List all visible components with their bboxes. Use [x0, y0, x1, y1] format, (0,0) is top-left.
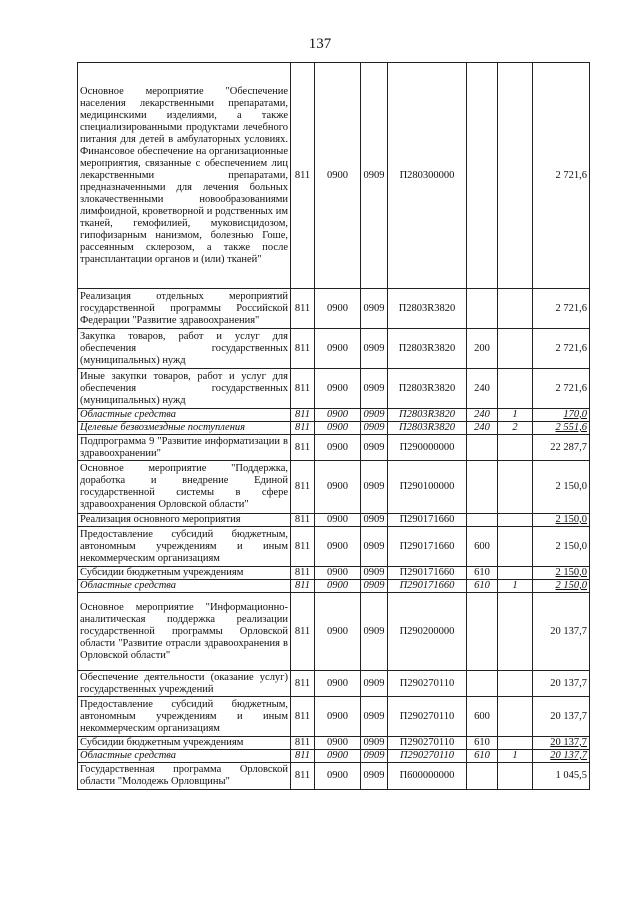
subsection-code-cell: 0909	[361, 593, 388, 671]
amount-cell: 20 137,7	[533, 750, 590, 763]
target-article-code-cell: П290171660	[388, 580, 467, 593]
target-article-code-cell: П280300000	[388, 63, 467, 289]
row-name-cell: Основное мероприятие "Поддержка, доработка и внедрение Единой государственной системы в сфере здравоохранения Орловской области"	[78, 461, 291, 514]
subsection-code-cell: 0909	[361, 763, 388, 790]
section-code-cell: 0900	[315, 422, 361, 435]
section-code-cell: 0900	[315, 527, 361, 567]
ministry-code-cell: 811	[291, 422, 315, 435]
expense-type-code-cell	[467, 63, 498, 289]
subsection-code-cell: 0909	[361, 329, 388, 369]
table-row	[78, 593, 590, 671]
ministry-code-cell: 811	[291, 409, 315, 422]
expense-type-code-cell	[467, 435, 498, 461]
subsection-code-cell: 0909	[361, 750, 388, 763]
expense-type-code-cell: 240	[467, 422, 498, 435]
table-row	[78, 422, 590, 435]
subsection-code-cell: 0909	[361, 527, 388, 567]
section-code-cell: 0900	[315, 409, 361, 422]
amount-cell: 170,0	[533, 409, 590, 422]
ministry-code-cell: 811	[291, 461, 315, 514]
subsection-code-cell: 0909	[361, 671, 388, 697]
funding-source-code-cell	[498, 763, 533, 790]
table-row	[78, 329, 590, 369]
table-row	[78, 763, 590, 790]
row-name-cell: Субсидии бюджетным учреждениям	[78, 567, 291, 580]
ministry-code-cell: 811	[291, 580, 315, 593]
amount-cell: 2 721,6	[533, 289, 590, 329]
funding-source-code-cell	[498, 567, 533, 580]
section-code-cell: 0900	[315, 567, 361, 580]
subsection-code-cell: 0909	[361, 63, 388, 289]
section-code-cell: 0900	[315, 435, 361, 461]
ministry-code-cell: 811	[291, 527, 315, 567]
funding-source-code-cell	[498, 593, 533, 671]
expense-type-code-cell: 200	[467, 329, 498, 369]
target-article-code-cell: П2803R3820	[388, 422, 467, 435]
amount-cell: 2 721,6	[533, 369, 590, 409]
row-name-cell: Целевые безвозмездные поступления	[78, 422, 291, 435]
budget-table	[77, 62, 590, 790]
target-article-code-cell: П600000000	[388, 763, 467, 790]
row-name-cell: Субсидии бюджетным учреждениям	[78, 737, 291, 750]
table-row	[78, 737, 590, 750]
expense-type-code-cell: 610	[467, 567, 498, 580]
subsection-code-cell: 0909	[361, 461, 388, 514]
table-row	[78, 63, 590, 289]
subsection-code-cell: 0909	[361, 697, 388, 737]
target-article-code-cell: П290270110	[388, 737, 467, 750]
target-article-code-cell: П290100000	[388, 461, 467, 514]
expense-type-code-cell: 240	[467, 369, 498, 409]
funding-source-code-cell	[498, 369, 533, 409]
section-code-cell: 0900	[315, 289, 361, 329]
row-name-cell: Предоставление субсидий бюджетным, автономным учреждениям и иным некоммерческим организациям	[78, 527, 291, 567]
row-name-cell: Реализация отдельных мероприятий государственной программы Российской Федерации "Развитие здравоохранения"	[78, 289, 291, 329]
row-name-cell: Областные средства	[78, 409, 291, 422]
table-row	[78, 289, 590, 329]
amount-cell: 22 287,7	[533, 435, 590, 461]
subsection-code-cell: 0909	[361, 514, 388, 527]
funding-source-code-cell	[498, 289, 533, 329]
funding-source-code-cell	[498, 63, 533, 289]
row-name-cell: Государственная программа Орловской области "Молодежь Орловщины"	[78, 763, 291, 790]
expense-type-code-cell: 600	[467, 527, 498, 567]
amount-cell: 20 137,7	[533, 737, 590, 750]
row-name-cell: Реализация основного мероприятия	[78, 514, 291, 527]
target-article-code-cell: П290171660	[388, 527, 467, 567]
ministry-code-cell: 811	[291, 697, 315, 737]
funding-source-code-cell: 1	[498, 409, 533, 422]
ministry-code-cell: 811	[291, 514, 315, 527]
row-name-cell: Основное мероприятие "Обеспечение населения лекарственными препаратами, медицинскими изделиями, а также специализированными продуктами лечебного питания для детей в амбулаторных условиях. Финансовое обеспечение на организационные мероприятия, связанные с обеспечением лиц лекарственными препаратами, предназначенными для лечения больных злокачественными новообразованиями лимфоидной, кроветворной и родственных им тканей, гемофилией, муковисцидозом, гипофизарным нанизмом, болезнью Гоше, рассеянным склерозом, а также после трансплантации органов и (или) тканей"	[78, 63, 291, 289]
amount-cell: 2 150,0	[533, 527, 590, 567]
expense-type-code-cell	[467, 593, 498, 671]
target-article-code-cell: П2803R3820	[388, 409, 467, 422]
subsection-code-cell: 0909	[361, 409, 388, 422]
target-article-code-cell: П290000000	[388, 435, 467, 461]
ministry-code-cell: 811	[291, 763, 315, 790]
expense-type-code-cell	[467, 461, 498, 514]
section-code-cell: 0900	[315, 580, 361, 593]
table-row	[78, 369, 590, 409]
target-article-code-cell: П290171660	[388, 514, 467, 527]
amount-cell: 20 137,7	[533, 593, 590, 671]
ministry-code-cell: 811	[291, 737, 315, 750]
expense-type-code-cell	[467, 763, 498, 790]
row-name-cell: Областные средства	[78, 750, 291, 763]
amount-cell: 2 150,0	[533, 567, 590, 580]
table-row	[78, 580, 590, 593]
target-article-code-cell: П290171660	[388, 567, 467, 580]
section-code-cell: 0900	[315, 671, 361, 697]
subsection-code-cell: 0909	[361, 567, 388, 580]
subsection-code-cell: 0909	[361, 422, 388, 435]
subsection-code-cell: 0909	[361, 289, 388, 329]
funding-source-code-cell: 1	[498, 750, 533, 763]
row-name-cell: Областные средства	[78, 580, 291, 593]
ministry-code-cell: 811	[291, 329, 315, 369]
amount-cell: 20 137,7	[533, 671, 590, 697]
ministry-code-cell: 811	[291, 593, 315, 671]
target-article-code-cell: П2803R3820	[388, 289, 467, 329]
amount-cell: 2 150,0	[533, 461, 590, 514]
subsection-code-cell: 0909	[361, 737, 388, 750]
expense-type-code-cell: 610	[467, 737, 498, 750]
section-code-cell: 0900	[315, 593, 361, 671]
target-article-code-cell: П2803R3820	[388, 369, 467, 409]
table-row	[78, 697, 590, 737]
amount-cell: 2 150,0	[533, 580, 590, 593]
funding-source-code-cell: 2	[498, 422, 533, 435]
amount-cell: 2 150,0	[533, 514, 590, 527]
table-row	[78, 435, 590, 461]
ministry-code-cell: 811	[291, 369, 315, 409]
section-code-cell: 0900	[315, 697, 361, 737]
expense-type-code-cell: 600	[467, 697, 498, 737]
target-article-code-cell: П290200000	[388, 593, 467, 671]
table-row	[78, 409, 590, 422]
section-code-cell: 0900	[315, 763, 361, 790]
row-name-cell: Иные закупки товаров, работ и услуг для обеспечения государственных (муниципальных) нужд	[78, 369, 291, 409]
funding-source-code-cell	[498, 435, 533, 461]
row-name-cell: Предоставление субсидий бюджетным, автономным учреждениям и иным некоммерческим организациям	[78, 697, 291, 737]
funding-source-code-cell	[498, 329, 533, 369]
expense-type-code-cell: 240	[467, 409, 498, 422]
section-code-cell: 0900	[315, 63, 361, 289]
target-article-code-cell: П290270110	[388, 697, 467, 737]
section-code-cell: 0900	[315, 514, 361, 527]
funding-source-code-cell: 1	[498, 580, 533, 593]
section-code-cell: 0900	[315, 369, 361, 409]
funding-source-code-cell	[498, 461, 533, 514]
amount-cell: 20 137,7	[533, 697, 590, 737]
funding-source-code-cell	[498, 737, 533, 750]
table-row	[78, 671, 590, 697]
ministry-code-cell: 811	[291, 289, 315, 329]
table-row	[78, 461, 590, 514]
expense-type-code-cell	[467, 671, 498, 697]
amount-cell: 2 721,6	[533, 329, 590, 369]
subsection-code-cell: 0909	[361, 369, 388, 409]
expense-type-code-cell: 610	[467, 750, 498, 763]
table-row	[78, 514, 590, 527]
ministry-code-cell: 811	[291, 671, 315, 697]
page-number: 137	[308, 36, 332, 52]
target-article-code-cell: П2803R3820	[388, 329, 467, 369]
funding-source-code-cell	[498, 671, 533, 697]
ministry-code-cell: 811	[291, 435, 315, 461]
ministry-code-cell: 811	[291, 63, 315, 289]
amount-cell: 2 721,6	[533, 63, 590, 289]
subsection-code-cell: 0909	[361, 580, 388, 593]
expense-type-code-cell	[467, 514, 498, 527]
table-row	[78, 567, 590, 580]
ministry-code-cell: 811	[291, 567, 315, 580]
subsection-code-cell: 0909	[361, 435, 388, 461]
target-article-code-cell: П290270110	[388, 750, 467, 763]
expense-type-code-cell: 610	[467, 580, 498, 593]
amount-cell: 2 551,6	[533, 422, 590, 435]
expense-type-code-cell	[467, 289, 498, 329]
target-article-code-cell: П290270110	[388, 671, 467, 697]
section-code-cell: 0900	[315, 750, 361, 763]
section-code-cell: 0900	[315, 737, 361, 750]
table-row	[78, 750, 590, 763]
section-code-cell: 0900	[315, 329, 361, 369]
row-name-cell: Закупка товаров, работ и услуг для обеспечения государственных (муниципальных) нужд	[78, 329, 291, 369]
table-row	[78, 527, 590, 567]
section-code-cell: 0900	[315, 461, 361, 514]
row-name-cell: Основное мероприятие "Информационно-аналитическая поддержка реализации государственной программы Орловской области "Развитие отрасли здравоохранения в Орловской области"	[78, 593, 291, 671]
funding-source-code-cell	[498, 514, 533, 527]
funding-source-code-cell	[498, 697, 533, 737]
funding-source-code-cell	[498, 527, 533, 567]
amount-cell: 1 045,5	[533, 763, 590, 790]
row-name-cell: Подпрограмма 9 "Развитие информатизации в здравоохранении"	[78, 435, 291, 461]
row-name-cell: Обеспечение деятельности (оказание услуг) государственных учреждений	[78, 671, 291, 697]
ministry-code-cell: 811	[291, 750, 315, 763]
